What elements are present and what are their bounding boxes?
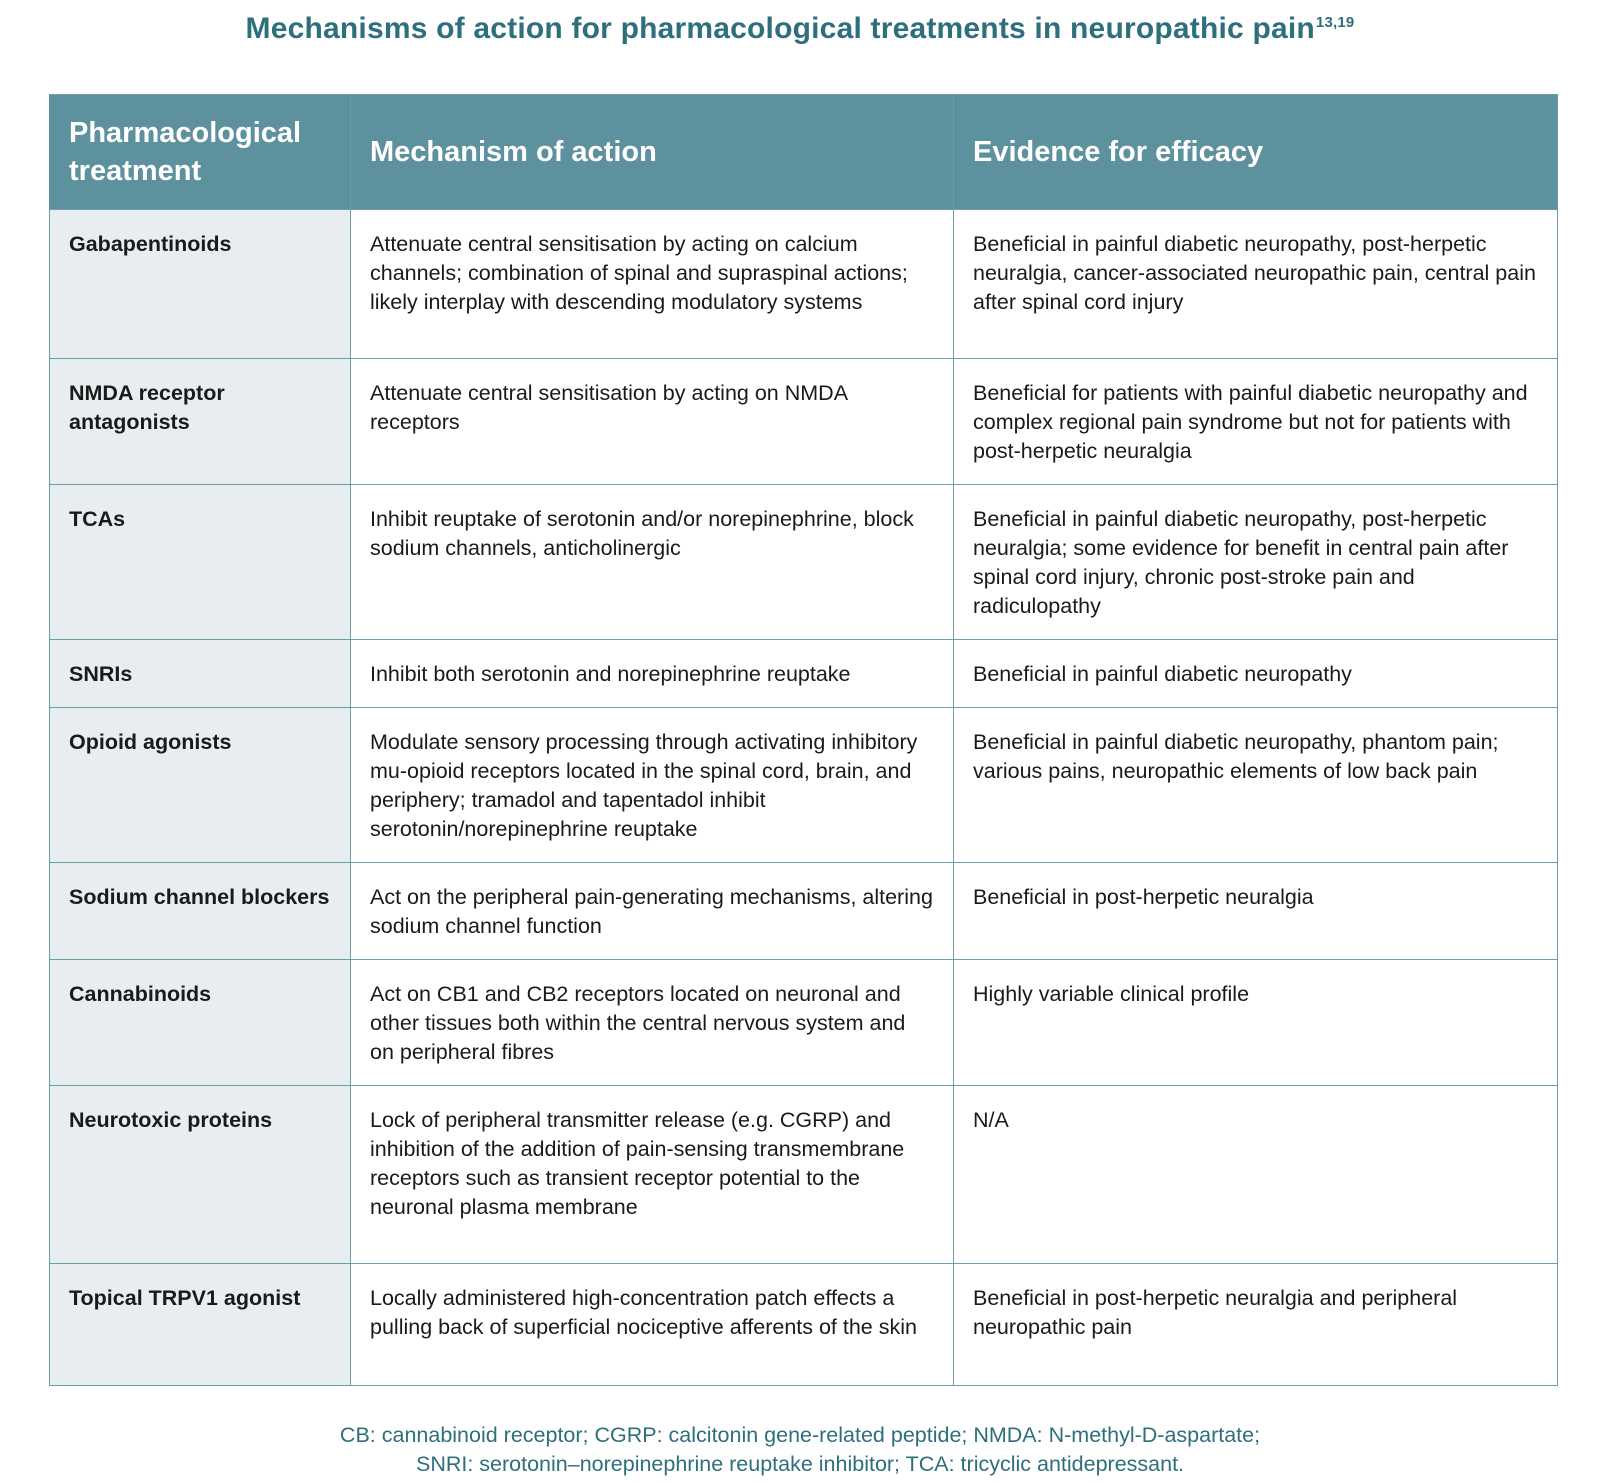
- title-references: 13,19: [1315, 14, 1355, 31]
- treatment-cell: TCAs: [50, 485, 351, 640]
- treatment-cell: NMDA receptor antagonists: [50, 359, 351, 485]
- treatment-cell: Neurotoxic proteins: [50, 1086, 351, 1264]
- table-row: [50, 485, 1558, 640]
- mechanism-cell: Locally administered high-concentration patch effects a pulling back of superficial nociceptive afferents of the skin: [351, 1264, 954, 1386]
- table-row: [50, 210, 1558, 359]
- page-title: [0, 12, 1600, 46]
- evidence-cell: Beneficial in painful diabetic neuropathy, post-herpetic neuralgia, cancer-associated neuropathic pain, central pain after spinal cord injury: [954, 210, 1558, 359]
- header-treatment: Pharmacological treatment: [50, 95, 351, 210]
- table-row: [50, 1264, 1558, 1386]
- mechanism-cell: Attenuate central sensitisation by acting on calcium channels; combination of spinal and supraspinal actions; likely interplay with descending modulatory systems: [351, 210, 954, 359]
- evidence-cell: Beneficial in post-herpetic neuralgia: [954, 863, 1558, 960]
- header-mechanism: Mechanism of action: [351, 95, 954, 210]
- mechanism-cell: Attenuate central sensitisation by acting on NMDA receptors: [351, 359, 954, 485]
- evidence-cell: Beneficial in painful diabetic neuropathy, phantom pain; various pains, neuropathic elements of low back pain: [954, 708, 1558, 863]
- mechanism-cell: Act on CB1 and CB2 receptors located on neuronal and other tissues both within the central nervous system and on peripheral fibres: [351, 960, 954, 1086]
- footnote-line: SNRI: serotonin–norepinephrine reuptake inhibitor; TCA: tricyclic antidepressant.: [415, 1452, 1185, 1476]
- treatments-table: [49, 94, 1558, 1386]
- table-row: [50, 960, 1558, 1086]
- treatment-cell: Cannabinoids: [50, 960, 351, 1086]
- evidence-cell: N/A: [954, 1086, 1558, 1264]
- evidence-cell: Beneficial for patients with painful diabetic neuropathy and complex regional pain syndrome but not for patients with post-herpetic neuralgia: [954, 359, 1558, 485]
- evidence-cell: Highly variable clinical profile: [954, 960, 1558, 1086]
- header-evidence: Evidence for efficacy: [954, 95, 1558, 210]
- mechanism-cell: Modulate sensory processing through activating inhibitory mu-opioid receptors located in the spinal cord, brain, and periphery; tramadol and tapentadol inhibit serotonin/norepinephrine reuptake: [351, 708, 954, 863]
- treatment-cell: Opioid agonists: [50, 708, 351, 863]
- table-row: [50, 708, 1558, 863]
- mechanism-cell: Inhibit reuptake of serotonin and/or norepinephrine, block sodium channels, anticholinergic: [351, 485, 954, 640]
- footnote-line: CB: cannabinoid receptor; CGRP: calcitonin gene-related peptide; NMDA: N-methyl-D-aspartate;: [339, 1423, 1261, 1447]
- treatment-cell: Topical TRPV1 agonist: [50, 1264, 351, 1386]
- table-row: [50, 640, 1558, 708]
- treatment-cell: Sodium channel blockers: [50, 863, 351, 960]
- table-row: [50, 1086, 1558, 1264]
- mechanism-cell: Act on the peripheral pain-generating mechanisms, altering sodium channel function: [351, 863, 954, 960]
- evidence-cell: Beneficial in painful diabetic neuropathy: [954, 640, 1558, 708]
- treatment-cell: SNRIs: [50, 640, 351, 708]
- title-text: Mechanisms of action for pharmacological treatments in neuropathic pain: [245, 12, 1315, 45]
- table-header-row: [50, 95, 1558, 210]
- evidence-cell: Beneficial in post-herpetic neuralgia and peripheral neuropathic pain: [954, 1264, 1558, 1386]
- table-row: [50, 359, 1558, 485]
- treatment-cell: Gabapentinoids: [50, 210, 351, 359]
- abbreviations-footnote: [0, 1421, 1600, 1479]
- mechanism-cell: Inhibit both serotonin and norepinephrine reuptake: [351, 640, 954, 708]
- table-row: [50, 863, 1558, 960]
- evidence-cell: Beneficial in painful diabetic neuropathy, post-herpetic neuralgia; some evidence for benefit in central pain after spinal cord injury, chronic post-stroke pain and radiculopathy: [954, 485, 1558, 640]
- mechanism-cell: Lock of peripheral transmitter release (e.g. CGRP) and inhibition of the addition of pain-sensing transmembrane receptors such as transient receptor potential to the neuronal plasma membrane: [351, 1086, 954, 1264]
